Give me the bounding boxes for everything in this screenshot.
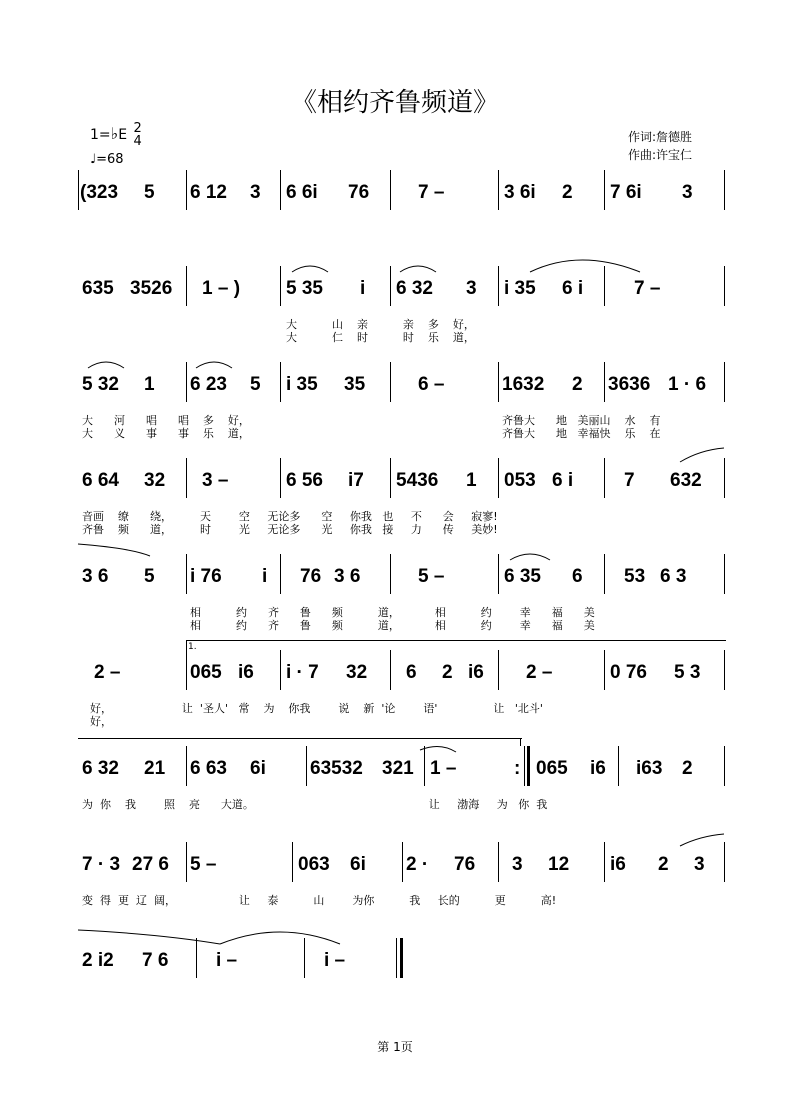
note-group: 2 · bbox=[406, 854, 429, 875]
note-group: 321 bbox=[382, 758, 414, 779]
note-group: 3 6 bbox=[82, 566, 109, 587]
note-group: 2 bbox=[658, 854, 669, 875]
flat-icon: ♭ bbox=[110, 124, 119, 143]
note-group: i bbox=[360, 278, 366, 299]
note-group: 32 bbox=[144, 470, 166, 491]
note-group: 3 bbox=[512, 854, 523, 875]
slur bbox=[530, 260, 640, 272]
lyric-line: 相 约 齐 鲁 频 道， 相 约 幸 福 美 bbox=[190, 606, 595, 619]
note-group: i7 bbox=[348, 470, 364, 491]
note-group: 1 · 6 bbox=[668, 374, 707, 395]
note-group: 065 bbox=[536, 758, 568, 779]
lyric-line: 大 义 事 事 乐 道， bbox=[82, 427, 250, 440]
note-group: 53 bbox=[624, 566, 646, 587]
lyric-line: 变 得 更 辽 阔， 让 泰 山 为你 我 长的 更 高! bbox=[82, 894, 557, 907]
lyric-line: 为 你 我 照 亮 大道。 让 渤海 为 你 我 bbox=[82, 798, 548, 811]
song-title: 《相约齐鲁频道》 bbox=[290, 88, 499, 118]
note-group: i6 bbox=[590, 758, 606, 779]
note-group: 1 – ) bbox=[202, 278, 241, 299]
note-group: 6 6i bbox=[286, 182, 318, 203]
slur bbox=[680, 448, 724, 462]
key-prefix: 1= bbox=[90, 127, 111, 143]
volta-number: 1. bbox=[188, 642, 197, 652]
note-group: 1 – bbox=[430, 758, 457, 779]
note-group: 6 3 bbox=[660, 566, 687, 587]
note-group: 0 76 bbox=[610, 662, 647, 683]
note-group: (323 bbox=[80, 182, 119, 203]
note-group: 3 bbox=[466, 278, 477, 299]
slur bbox=[292, 266, 328, 272]
note-group: 5436 bbox=[396, 470, 439, 491]
note-group: 6 63 bbox=[190, 758, 227, 779]
note-group: 7 – bbox=[418, 182, 445, 203]
note-group: i6 bbox=[610, 854, 626, 875]
note-group: 6 23 bbox=[190, 374, 227, 395]
slur bbox=[680, 834, 724, 846]
note-group: 1632 bbox=[502, 374, 545, 395]
note-group: 063 bbox=[298, 854, 330, 875]
tempo-value: =68 bbox=[96, 152, 124, 167]
page-number: 第 1页 bbox=[377, 1040, 413, 1054]
note-group: 5 3 bbox=[674, 662, 701, 683]
note-group: 1 bbox=[466, 470, 477, 491]
note-group: i bbox=[262, 566, 268, 587]
note-group: i6 bbox=[238, 662, 254, 683]
note-group: 6 – bbox=[418, 374, 445, 395]
note-group: 3 6 bbox=[334, 566, 361, 587]
note-group: 63532 bbox=[310, 758, 363, 779]
note-group: 7 6 bbox=[142, 950, 169, 971]
note-group: 21 bbox=[144, 758, 166, 779]
note-group: 76 bbox=[454, 854, 476, 875]
slur bbox=[400, 266, 436, 272]
note-group: 76 bbox=[348, 182, 370, 203]
note-group: 3526 bbox=[130, 278, 173, 299]
key-note: E bbox=[118, 127, 128, 143]
note-group: 3 bbox=[250, 182, 261, 203]
note-group: 6i bbox=[250, 758, 266, 779]
slur bbox=[88, 362, 124, 368]
note-group: 5 35 bbox=[286, 278, 323, 299]
lyric-line: 音画 缭 绕， 天 空 无论多 空 你我 也 不 会 寂寥! bbox=[82, 510, 498, 523]
note-group: 3 bbox=[694, 854, 705, 875]
note-group: 7 bbox=[624, 470, 635, 491]
note-group: 2 bbox=[682, 758, 693, 779]
note-group: 632 bbox=[670, 470, 702, 491]
note-group: 3 bbox=[682, 182, 693, 203]
lyric-line: 齐鲁 频 道， 时 光 无论多 光 你我 接 力 传 美妙! bbox=[82, 523, 498, 536]
lyricist: 作词:詹德胜 bbox=[628, 130, 693, 144]
quarter-note-icon: ♩ bbox=[90, 152, 97, 167]
note-group: 5 – bbox=[418, 566, 445, 587]
note-group: 1 bbox=[144, 374, 155, 395]
note-group: 7 6i bbox=[610, 182, 642, 203]
time-top: 2 bbox=[133, 121, 142, 136]
note-group: 2 – bbox=[94, 662, 121, 683]
lyric-line: 相 约 齐 鲁 频 道， 相 约 幸 福 美 bbox=[190, 619, 595, 632]
note-group: 053 bbox=[504, 470, 536, 491]
note-group: 5 32 bbox=[82, 374, 119, 395]
note-group: 6 32 bbox=[396, 278, 433, 299]
note-group: i63 bbox=[636, 758, 663, 779]
lyric-line: 齐鲁大 地 幸福快 乐 在 bbox=[502, 427, 661, 440]
note-group: 065 bbox=[190, 662, 222, 683]
note-group: 5 bbox=[144, 182, 155, 203]
note-group: 2 i2 bbox=[82, 950, 114, 971]
note-group: i – bbox=[216, 950, 238, 971]
note-group: 6 32 bbox=[82, 758, 119, 779]
note-group: 32 bbox=[346, 662, 368, 683]
note-group: 6 bbox=[406, 662, 417, 683]
slur bbox=[220, 932, 340, 944]
note-group: i 35 bbox=[286, 374, 318, 395]
note-group: 6i bbox=[350, 854, 366, 875]
note-group: 6 i bbox=[562, 278, 584, 299]
repeat-sign: : bbox=[514, 758, 521, 779]
note-group: i 35 bbox=[504, 278, 536, 299]
note-group: i6 bbox=[468, 662, 484, 683]
note-group: 27 6 bbox=[132, 854, 169, 875]
lyric-line: 大 河 唱 唱 多 好， bbox=[82, 414, 250, 427]
slur bbox=[78, 544, 150, 556]
note-group: i · 7 bbox=[286, 662, 319, 683]
note-group: 6 56 bbox=[286, 470, 323, 491]
note-group: i – bbox=[324, 950, 346, 971]
note-group: 12 bbox=[548, 854, 570, 875]
note-group: 6 35 bbox=[504, 566, 541, 587]
note-group: 2 bbox=[442, 662, 453, 683]
note-group: 3 – bbox=[202, 470, 229, 491]
note-group: 76 bbox=[300, 566, 322, 587]
time-bottom: 4 bbox=[133, 134, 142, 149]
lyric-line: 大 仁 时 时 乐 道， bbox=[286, 331, 475, 344]
slur bbox=[196, 362, 232, 368]
lyric-line: 齐鲁大 地 美丽山 水 有 bbox=[502, 414, 661, 427]
note-group: 5 bbox=[144, 566, 155, 587]
note-group: 5 bbox=[250, 374, 261, 395]
note-group: 2 bbox=[572, 374, 583, 395]
slur bbox=[510, 554, 550, 560]
note-group: 5 – bbox=[190, 854, 217, 875]
note-group: 35 bbox=[344, 374, 366, 395]
note-group: 6 12 bbox=[190, 182, 227, 203]
note-group: 6 bbox=[572, 566, 583, 587]
lyric-line: 大 山 亲 亲 多 好， bbox=[286, 318, 475, 331]
slur bbox=[78, 930, 220, 944]
lyric-line: 好， bbox=[90, 715, 112, 728]
note-group: 6 64 bbox=[82, 470, 119, 491]
slur bbox=[420, 746, 456, 752]
note-group: 7 – bbox=[634, 278, 661, 299]
note-group: 3 6i bbox=[504, 182, 536, 203]
composer: 作曲:许宝仁 bbox=[628, 148, 693, 162]
note-group: 6 i bbox=[552, 470, 574, 491]
note-group: 2 bbox=[562, 182, 573, 203]
lyric-line: 好， 让 '圣人' 常 为 你我 说 新 '论 语' 让 '北斗' bbox=[90, 702, 543, 715]
note-group: 3636 bbox=[608, 374, 651, 395]
note-group: 635 bbox=[82, 278, 114, 299]
note-group: 7 · 3 bbox=[82, 854, 121, 875]
note-group: 2 – bbox=[526, 662, 553, 683]
note-group: i 76 bbox=[190, 566, 222, 587]
